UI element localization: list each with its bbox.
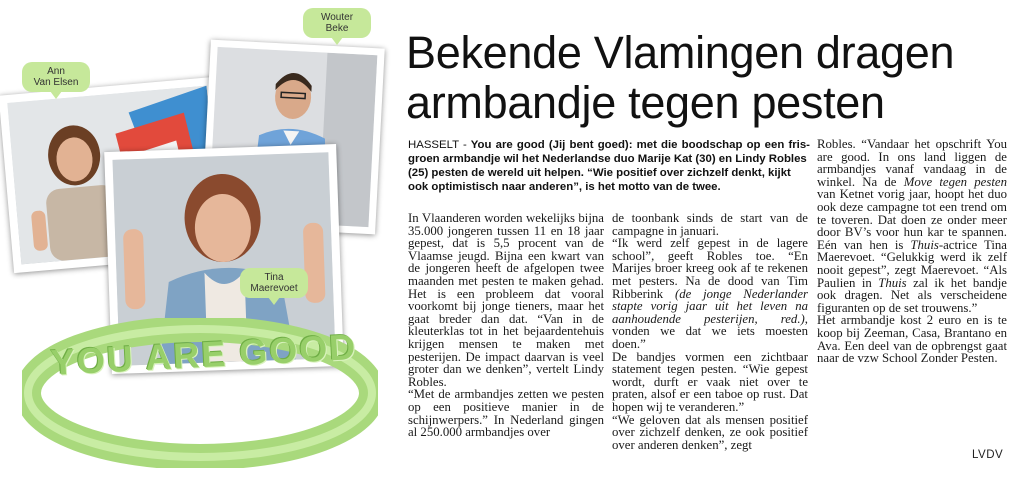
label-bubble-wouter [303, 8, 371, 38]
headline [406, 28, 1006, 128]
label-bubble-ann [22, 62, 90, 92]
label-bubble-tina [240, 268, 308, 298]
lead-text-2: groen armbandje wil het Nederlandse duo Marije Kat (30) en Lindy Robles (25) pesten de wereld uit helpen. “Wie positief over zichzelf denkt, kijkt ook optimistisch naar anderen”, is het motto van de twee. [408, 153, 807, 193]
label-tina-line2: Maerevoet [250, 283, 298, 294]
author-credit: LVDV [972, 449, 1004, 461]
label-ann-line2: Van Elsen [33, 77, 79, 88]
headline-line2: armbandje tegen pesten [406, 77, 885, 128]
lead-first-line [408, 138, 810, 152]
col3-part-b: van Ketnet vorig jaar, hoopt het duo ook deze campagne tot een trend om te toveren. Dat doen ze onder meer door BV’s voor hun kar te spannen. Eén van hen is [817, 187, 1007, 252]
dateline: HASSELT - [408, 139, 467, 151]
col2-part-a: de toonbank sinds de start van de campagne in januari. “Ik werd zelf gepest in de lagere school”, geeft Robles toe. “En Marijes broer kreeg ook af te rekenen met pesters. Na de dood van Tim Ribberink [612, 211, 808, 301]
photo-collage [0, 0, 392, 481]
body-column-1: In Vlaanderen worden wekelijks bijna 35.000 jongeren tussen 11 en 18 jaar gepest, dat is 5,5 procent van de Vlaamse jeugd. Bijna een kwart van de jongeren heeft de afgelopen twee maanden met pesten te maken gehad. Het is een probleem dat vooral voorkomt bij jonge tieners, maar het gaat breder dan dat. “Van in de kleuterklas tot in het bejaardentehuis krijgen mensen te maken met pesterijen. De impact daarvan is veel groter dan we denken”, vertelt Lindy Robles. “Met de armbandjes zetten we pesten op een positieve manier in de schijnwerpers.” In Nederland gingen al 250.000 armbandjes over [408, 211, 604, 440]
label-tina-line1: Tina [264, 272, 284, 283]
col3-part-d: zal ik het bandje ook dragen. Net als verscheidene figuranten op de set trouwens.” Het armbandje kost 2 euro en is te koop bij Zeeman, Casa, Brantano en Ava. Een deel van de opbrengst gaat naar de vzw School Zonder Pesten. [817, 275, 1007, 366]
headline-line1: Bekende Vlamingen dragen [406, 27, 955, 78]
col3-italic-3: Thuis [878, 275, 907, 290]
col3-italic-1: Move tegen pesten [903, 174, 1007, 189]
body-column-2 [612, 212, 808, 462]
lead-text-1: You are good (Jij bent goed): met die boodschap op een fris- [470, 139, 810, 151]
bracelet-text: YOU ARE GOOD [49, 326, 359, 383]
col3-part-a: Robles. “Vandaar het opschrift You are good. In ons land liggen de armbandjes vanaf vandaag in de winkel. Na de [817, 137, 1007, 189]
col2-italic: (de jonge Nederlander stapte vorig jaar uit het leven na aanhoudende pesterijen, red.) [612, 286, 808, 326]
col2-part-b: , vonden we dat we iets moesten doen.” De bandjes vormen een zichtbaar statement tegen pesten. “Wie gepest wordt, durft er vaak niet over te praten, alsof er een taboe op rust. Dat hopen wij te veranderen.” “We geloven dat als mensen positief over zichzelf denken, ze ook positief over anderen denken”, zegt [612, 311, 808, 452]
body-column-3 [817, 138, 1007, 423]
label-ann-line1: Ann [47, 66, 65, 77]
label-wouter-line2: Beke [325, 23, 349, 34]
col3-part-c: -actrice Tina Maerevoet. “Gelukkig werd ik zelf nooit gepest”, zegt Maerevoet. “Als Paulien in [817, 237, 1007, 290]
col3-italic-2: Thuis [910, 237, 939, 252]
lead-paragraph [408, 138, 810, 194]
label-wouter-line1: Wouter [320, 12, 354, 23]
bracelet [22, 318, 378, 468]
